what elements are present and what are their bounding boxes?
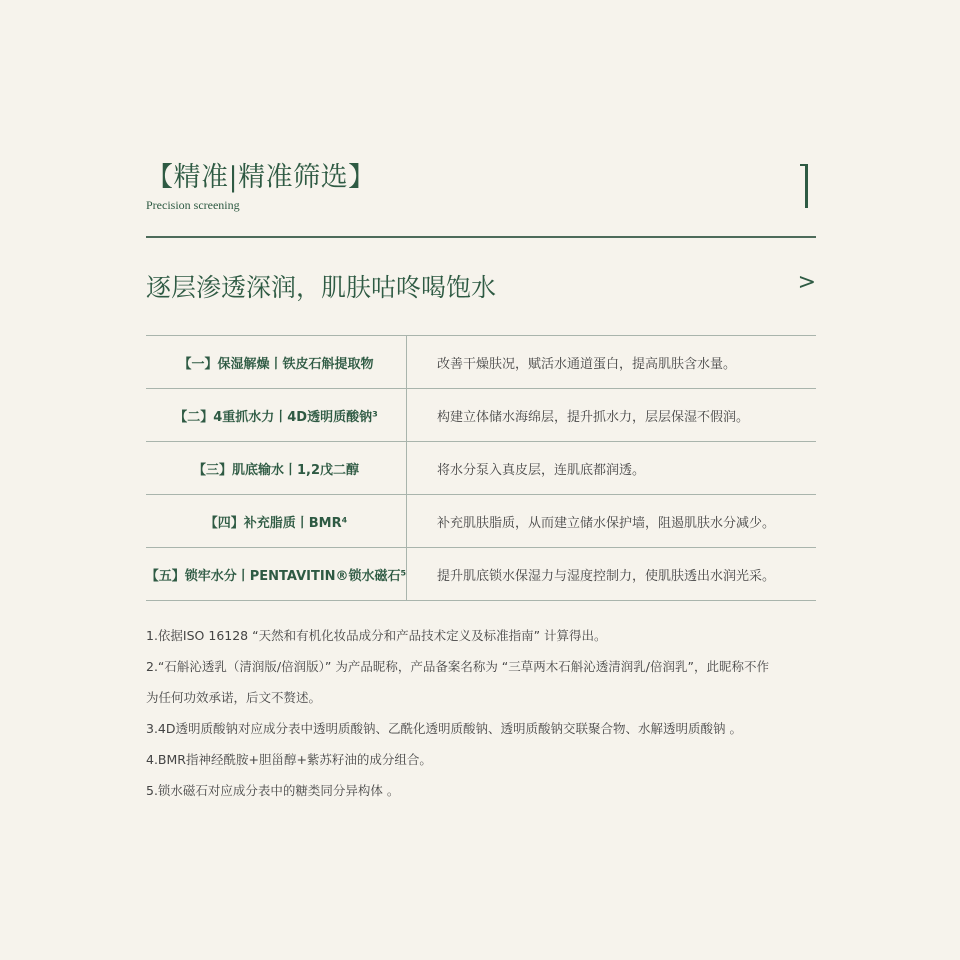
- ingredient-name: 【三】肌底输水丨1,2戊二醇: [146, 442, 407, 494]
- footnote: 3.4D透明质酸钠对应成分表中透明质酸钠、乙酰化透明质酸钠、透明质酸钠交联聚合物、水解透明质酸钠 。: [146, 721, 742, 736]
- ingredient-desc: 将水分泵入真皮层，连肌底都润透。: [437, 462, 646, 478]
- footnote: 2.“石斛沁透乳（清润版/倍润版）” 为产品昵称，产品备案名称为 “三草两木石斛沁透清润乳/倍润乳”，此昵称不作: [146, 659, 769, 674]
- ingredient-name: 【一】保湿解燥丨铁皮石斛提取物: [146, 336, 407, 388]
- page-title: 【精准|精准筛选】: [146, 162, 376, 193]
- page-subtitle: Precision screening: [146, 198, 240, 212]
- ingredient-name: 【五】锁牢水分丨PENTAVITIN®锁水磁石⁵: [146, 548, 407, 600]
- corner-bracket-icon: [800, 164, 808, 208]
- footnote: 为任何功效承诺，后文不赘述。: [146, 690, 322, 705]
- page-content: [146, 0, 816, 960]
- ingredient-table: [146, 335, 816, 601]
- ingredient-desc: 构建立体储水海绵层，提升抓水力，层层保湿不假润。: [437, 409, 750, 425]
- table-row: [146, 442, 816, 495]
- ingredient-name: 【二】4重抓水力丨4D透明质酸钠³: [146, 389, 407, 441]
- footnote: 5.锁水磁石对应成分表中的糖类同分异构体 。: [146, 783, 400, 798]
- table-row: [146, 336, 816, 389]
- tagline: 逐层渗透深润，肌肤咕咚喝饱水: [146, 273, 497, 302]
- footnote: 4.BMR指神经酰胺+胆甾醇+紫苏籽油的成分组合。: [146, 752, 432, 767]
- ingredient-desc: 补充肌肤脂质，从而建立储水保护墙，阻遏肌肤水分减少。: [437, 515, 776, 531]
- table-row: [146, 389, 816, 442]
- table-row: [146, 548, 816, 601]
- ingredient-desc: 改善干燥肤况，赋活水通道蛋白，提高肌肤含水量。: [437, 356, 737, 372]
- divider: [146, 236, 816, 238]
- chevron-right-icon[interactable]: >: [797, 270, 816, 295]
- footnote: 1.依据ISO 16128 “天然和有机化妆品成分和产品技术定义及标准指南” 计算得出。: [146, 628, 607, 643]
- table-row: [146, 495, 816, 548]
- ingredient-name: 【四】补充脂质丨BMR⁴: [146, 495, 407, 547]
- footnotes: [146, 620, 816, 806]
- ingredient-desc: 提升肌底锁水保湿力与湿度控制力，使肌肤透出水润光采。: [437, 568, 776, 584]
